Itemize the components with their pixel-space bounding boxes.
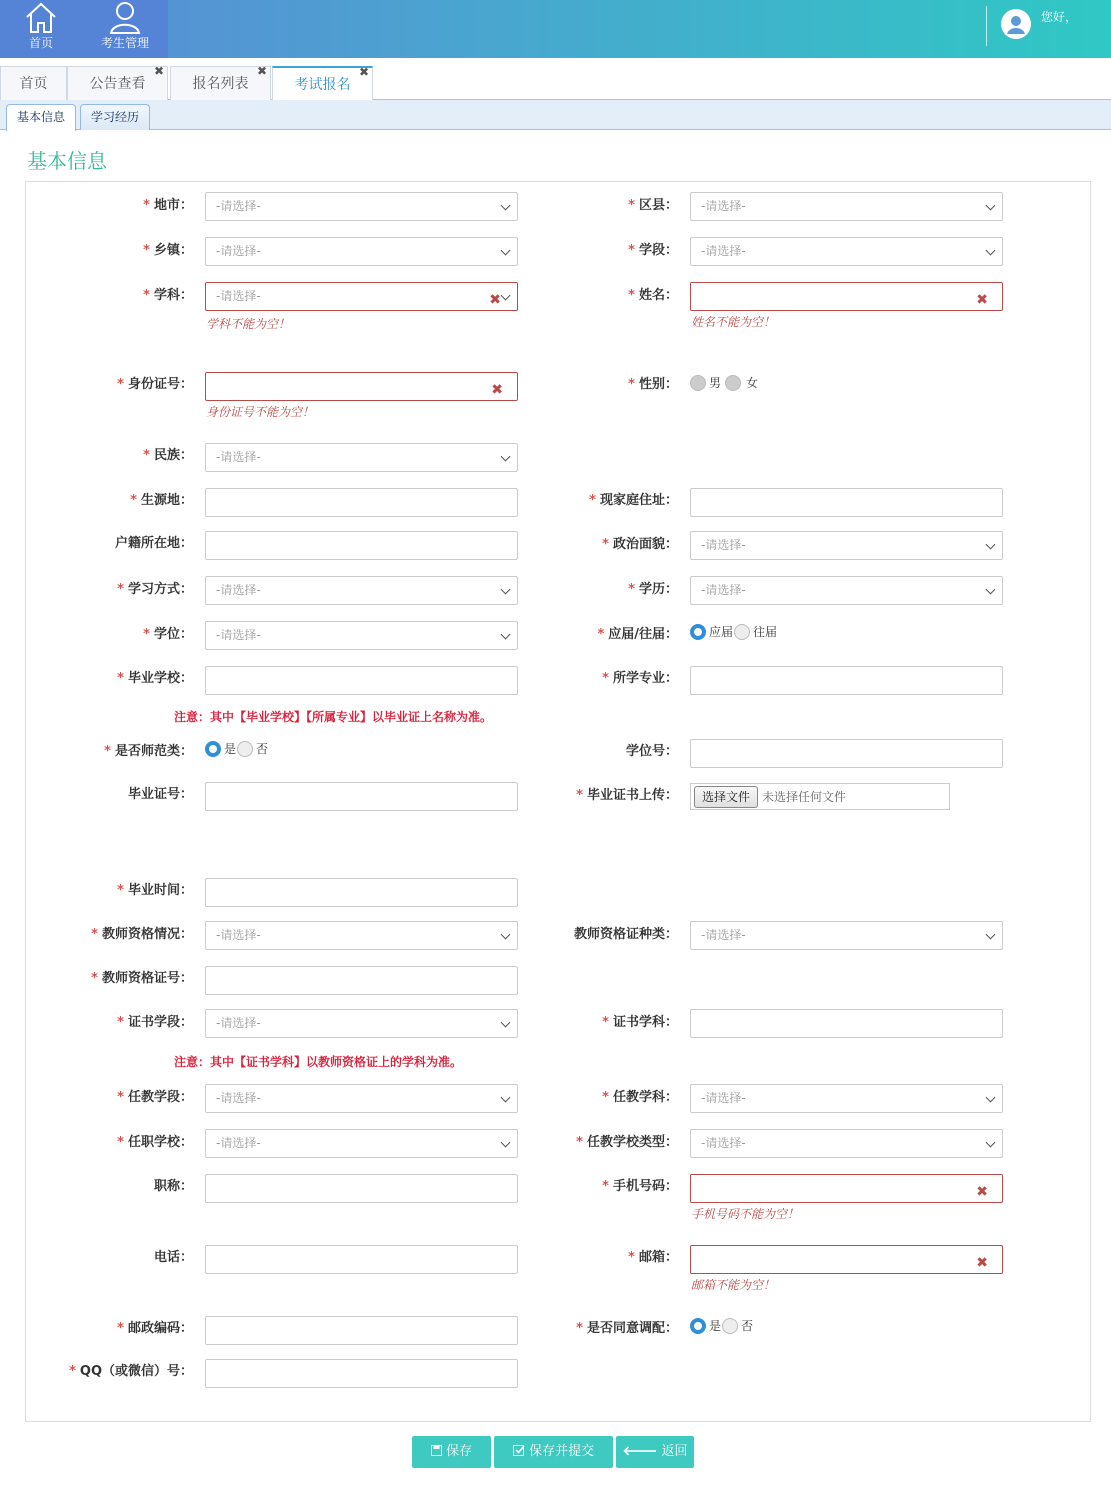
radio-past[interactable] — [734, 624, 750, 640]
input-major[interactable] — [690, 666, 1003, 695]
error-email: 邮箱不能为空！ — [691, 1278, 776, 1292]
label-school: * 毕业学校： — [117, 671, 193, 686]
radio-label: 是 — [224, 742, 237, 756]
tab-exam-register[interactable] — [272, 66, 373, 101]
select-town[interactable]: -请选择- — [205, 237, 518, 266]
select-school-type[interactable]: -请选择- — [690, 1129, 1003, 1158]
close-icon[interactable]: ✖ — [153, 64, 164, 78]
label-title: 职称： — [153, 1179, 193, 1194]
user-manage-icon — [107, 0, 143, 36]
label-tq-status: * 教师资格情况： — [91, 927, 193, 942]
label-school-type: * 任教学校类型： — [576, 1135, 678, 1150]
label-degree: * 学位： — [143, 627, 193, 642]
select-ethnic[interactable]: -请选择- — [205, 443, 518, 472]
close-icon[interactable]: ✖ — [256, 64, 267, 78]
select-tq-status[interactable]: -请选择- — [205, 921, 518, 950]
input-title[interactable] — [205, 1174, 518, 1203]
label-phone: 电话： — [153, 1250, 193, 1265]
select-stage[interactable]: -请选择- — [690, 237, 1003, 266]
label-subject: * 学科： — [143, 288, 193, 303]
adjust-radio-group — [690, 1317, 753, 1334]
label-diploma-upload: * 毕业证书上传： — [576, 788, 678, 803]
tab-bar — [0, 66, 1111, 100]
avatar[interactable] — [1001, 9, 1031, 39]
input-origin[interactable] — [205, 488, 518, 517]
select-study-mode[interactable]: -请选择- — [205, 576, 518, 605]
back-button[interactable] — [616, 1436, 694, 1468]
back-label: 返回 — [661, 1444, 688, 1459]
input-hukou[interactable] — [205, 531, 518, 560]
label-politics: * 政治面貌： — [602, 537, 678, 552]
divider — [986, 6, 987, 46]
select-subject[interactable] — [205, 282, 518, 311]
label-county: * 区县： — [628, 198, 678, 213]
label-graduate-type: * 应届/往届： — [597, 627, 678, 642]
label-postcode: * 邮政编码： — [117, 1321, 193, 1336]
label-teach-stage: * 任教学段： — [117, 1090, 193, 1105]
file-upload — [690, 783, 950, 810]
label-study-mode: * 学习方式： — [117, 582, 193, 597]
nav-home-label: 首页 — [28, 36, 53, 50]
error-x-icon: ✖ — [976, 1255, 988, 1271]
sub-tab-bar — [0, 100, 1111, 130]
input-school[interactable] — [205, 666, 518, 695]
check-square-icon — [513, 1444, 525, 1456]
input-postcode[interactable] — [205, 1316, 518, 1345]
select-placeholder: -请选择- — [216, 289, 261, 303]
radio-label: 往届 — [753, 625, 778, 639]
radio-label: 否 — [256, 742, 269, 756]
label-teach-subject: * 任教学科： — [602, 1090, 678, 1105]
radio-label: 否 — [741, 1319, 754, 1333]
error-subject: 学科不能为空！ — [206, 317, 291, 331]
tab-home[interactable] — [0, 66, 67, 100]
select-cert-stage[interactable]: -请选择- — [205, 1009, 518, 1038]
label-cert-subject: * 证书学科： — [602, 1015, 678, 1030]
nav-examinee[interactable] — [96, 0, 154, 58]
section-title: 基本信息 — [27, 149, 107, 173]
label-tq-type: 教师资格证种类： — [573, 927, 678, 942]
user-icon — [1003, 11, 1029, 37]
save-label: 保存 — [446, 1444, 473, 1459]
tab-label: 考试报名 — [294, 77, 351, 93]
label-degree-no: 学位号： — [625, 744, 678, 759]
choose-file-button[interactable]: 选择文件 — [694, 786, 758, 808]
greeting: 您好， — [1041, 10, 1078, 24]
tab-label: 报名列表 — [192, 76, 249, 92]
label-hukou: 户籍所在地： — [114, 536, 193, 551]
input-cert-subject[interactable] — [690, 1009, 1003, 1038]
radio-fresh[interactable] — [690, 624, 706, 640]
arrow-left-icon: 🡐 — [622, 1444, 658, 1459]
input-grad-time[interactable] — [205, 878, 518, 907]
error-idcard: 身份证号不能为空！ — [206, 405, 315, 419]
error-x-icon: ✖ — [976, 292, 988, 308]
radio-female[interactable] — [725, 375, 741, 391]
label-origin: * 生源地： — [130, 493, 193, 508]
error-x-icon: ✖ — [976, 1184, 988, 1200]
label-grad-time: * 毕业时间： — [117, 883, 193, 898]
select-politics[interactable]: -请选择- — [690, 531, 1003, 560]
submit-label: 保存并提交 — [529, 1444, 595, 1459]
label-address: * 现家庭住址： — [589, 493, 678, 508]
label-qq: * QQ（或微信）号： — [69, 1364, 193, 1379]
input-name[interactable] — [690, 282, 1003, 311]
select-work-school[interactable]: -请选择- — [205, 1129, 518, 1158]
label-city: * 地市： — [143, 198, 193, 213]
note-cert: 注意：其中【证书学科】以教师资格证上的学科为准。 — [174, 1055, 463, 1069]
label-stage: * 学段： — [628, 243, 678, 258]
tab-list[interactable] — [170, 66, 271, 100]
radio-normal-no[interactable] — [237, 741, 253, 757]
input-idcard[interactable] — [205, 372, 518, 401]
file-status: 未选择任何文件 — [762, 790, 847, 804]
select-education[interactable]: -请选择- — [690, 576, 1003, 605]
radio-adjust-yes[interactable] — [690, 1318, 706, 1334]
radio-label: 应届 — [709, 625, 734, 639]
select-city[interactable]: -请选择- — [205, 192, 518, 221]
save-button[interactable] — [412, 1436, 491, 1468]
note-school: 注意：其中【毕业学校】【所属专业】以毕业证上名称为准。 — [174, 710, 493, 724]
save-icon — [431, 1445, 442, 1456]
radio-normal-yes[interactable] — [205, 741, 221, 757]
radio-label: 女 — [746, 376, 759, 390]
home-icon — [23, 0, 59, 36]
input-email[interactable] — [690, 1245, 1003, 1274]
gender-radio-group — [690, 374, 758, 391]
nav-home[interactable] — [14, 0, 68, 58]
normal-radio-group — [205, 740, 268, 757]
input-phone[interactable] — [205, 1245, 518, 1274]
label-gender: * 性别： — [628, 377, 678, 392]
label-tq-no: * 教师资格证号： — [91, 971, 193, 986]
input-diploma-no[interactable] — [205, 782, 518, 811]
select-degree[interactable]: -请选择- — [205, 621, 518, 650]
input-tq-no[interactable] — [205, 966, 518, 995]
radio-label: 男 — [709, 376, 722, 390]
label-mobile: * 手机号码： — [602, 1179, 678, 1194]
label-ethnic: * 民族： — [143, 448, 193, 463]
select-teach-subject[interactable]: -请选择- — [690, 1084, 1003, 1113]
label-adjust: * 是否同意调配： — [576, 1321, 678, 1336]
tab-label: 首页 — [19, 76, 48, 92]
input-mobile[interactable] — [690, 1174, 1003, 1203]
select-teach-stage[interactable]: -请选择- — [205, 1084, 518, 1113]
input-address[interactable] — [690, 488, 1003, 517]
label-diploma-no: 毕业证号： — [127, 787, 193, 802]
label-normal: * 是否师范类： — [104, 744, 193, 759]
radio-label: 是 — [709, 1319, 722, 1333]
close-icon[interactable]: ✖ — [358, 65, 369, 79]
top-bar — [0, 0, 1111, 58]
error-x-icon: ✖ — [489, 292, 501, 308]
subtab-basic-info[interactable]: 基本信息 — [6, 104, 76, 131]
error-x-icon: ✖ — [491, 382, 503, 398]
label-education: * 学历： — [628, 582, 678, 597]
save-submit-button[interactable] — [494, 1436, 613, 1468]
nav-examinee-label: 考生管理 — [100, 36, 149, 50]
label-major: * 所学专业： — [602, 671, 678, 686]
label-town: * 乡镇： — [143, 243, 193, 258]
input-degree-no[interactable] — [690, 739, 1003, 768]
error-name: 姓名不能为空！ — [691, 315, 776, 329]
radio-adjust-no[interactable] — [722, 1318, 738, 1334]
tab-label: 公告查看 — [89, 76, 146, 92]
radio-male[interactable] — [690, 375, 706, 391]
select-county[interactable]: -请选择- — [690, 192, 1003, 221]
subtab-study-history[interactable]: 学习经历 — [80, 104, 150, 130]
label-email: * 邮箱： — [628, 1250, 678, 1265]
label-cert-stage: * 证书学段： — [117, 1015, 193, 1030]
label-work-school: * 任职学校： — [117, 1135, 193, 1150]
select-tq-type[interactable]: -请选择- — [690, 921, 1003, 950]
input-qq[interactable] — [205, 1359, 518, 1388]
label-idcard: * 身份证号： — [117, 377, 193, 392]
tab-notice[interactable] — [67, 66, 168, 100]
error-mobile: 手机号码不能为空！ — [691, 1207, 800, 1221]
graduate-type-radio-group — [690, 623, 777, 640]
label-name: * 姓名： — [628, 288, 678, 303]
